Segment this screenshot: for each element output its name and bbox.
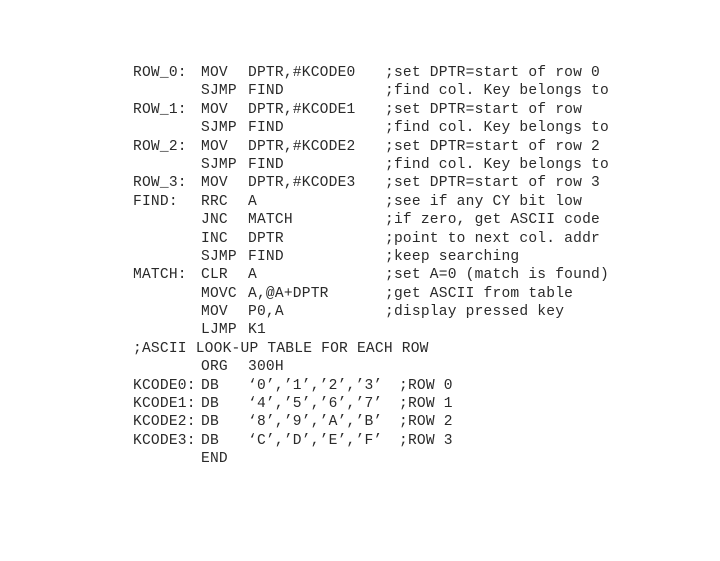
code-line xyxy=(133,119,609,137)
code-opcode: RRC xyxy=(201,193,228,210)
code-comment: ;find col. Key belongs to xyxy=(385,120,609,137)
code-comment: ;find col. Key belongs to xyxy=(385,156,609,173)
code-opcode: DB xyxy=(201,377,219,394)
code-line xyxy=(133,156,609,174)
code-opcode: JNC xyxy=(201,212,228,229)
code-opcode: SJMP xyxy=(201,156,237,173)
code-line xyxy=(133,358,284,376)
code-line xyxy=(133,138,600,156)
code-operands: DPTR,#KCODE1 xyxy=(248,101,356,118)
code-opcode: MOVC xyxy=(201,285,237,302)
code-line xyxy=(133,432,453,450)
code-line xyxy=(133,211,600,229)
code-line xyxy=(133,230,600,248)
code-operands: K1 xyxy=(248,322,266,339)
code-line xyxy=(133,395,453,413)
code-comment: ;set DPTR=start of row 3 xyxy=(385,175,600,192)
code-opcode: DB xyxy=(201,396,219,413)
table-header-comment: ;ASCII LOOK-UP TABLE FOR EACH ROW xyxy=(133,340,429,357)
code-line xyxy=(133,413,453,431)
code-comment: ;see if any CY bit low xyxy=(385,193,583,210)
code-comment: ;get ASCII from table xyxy=(385,285,574,302)
code-operands: ‘4’,’5’,’6’,’7’ xyxy=(248,396,383,413)
code-comment: ;ROW 3 xyxy=(399,432,453,449)
code-label: ROW_3: xyxy=(133,175,187,192)
code-line xyxy=(133,450,228,468)
code-operands: DPTR,#KCODE2 xyxy=(248,138,356,155)
code-operands: 300H xyxy=(248,359,284,376)
code-operands: ‘0’,’1’,’2’,’3’ xyxy=(248,377,383,394)
code-opcode: SJMP xyxy=(201,248,237,265)
code-opcode: MOV xyxy=(201,304,228,321)
code-comment: ;keep searching xyxy=(385,248,520,265)
code-opcode: MOV xyxy=(201,175,228,192)
code-opcode: MOV xyxy=(201,101,228,118)
code-opcode: DB xyxy=(201,432,219,449)
code-operands: ‘8’,’9’,’A’,’B’ xyxy=(248,414,383,431)
code-line xyxy=(133,285,574,303)
code-line xyxy=(133,377,453,395)
code-opcode: ORG xyxy=(201,359,228,376)
code-operands: DPTR,#KCODE3 xyxy=(248,175,356,192)
code-comment: ;ROW 2 xyxy=(399,414,453,431)
code-opcode: END xyxy=(201,451,228,468)
code-label: FIND: xyxy=(133,193,178,210)
code-operands: DPTR xyxy=(248,230,284,247)
code-comment: ;set DPTR=start of row xyxy=(385,101,583,118)
code-opcode: MOV xyxy=(201,65,228,81)
code-line xyxy=(133,174,600,192)
code-operands: ‘C’,’D’,’E’,’F’ xyxy=(248,432,383,449)
code-label: ROW_1: xyxy=(133,101,187,118)
code-operands: DPTR,#KCODE0 xyxy=(248,65,356,81)
code-operands: P0,A xyxy=(248,304,284,321)
code-opcode: LJMP xyxy=(201,322,237,339)
code-opcode: CLR xyxy=(201,267,228,284)
code-operands: MATCH xyxy=(248,212,293,229)
code-comment: ;ROW 1 xyxy=(399,396,453,413)
code-line xyxy=(133,303,565,321)
code-comment: ;set A=0 (match is found) xyxy=(385,267,609,284)
code-label: ROW_0: xyxy=(133,65,187,81)
code-label: KCODE3: xyxy=(133,432,196,449)
code-line xyxy=(133,193,583,211)
code-label: MATCH: xyxy=(133,267,187,284)
code-opcode: SJMP xyxy=(201,83,237,100)
assembly-code-listing xyxy=(133,64,609,469)
code-comment: ;if zero, get ASCII code xyxy=(385,212,600,229)
code-comment: ;ROW 0 xyxy=(399,377,453,394)
code-label: KCODE0: xyxy=(133,377,196,394)
code-comment: ;find col. Key belongs to xyxy=(385,83,609,100)
code-line xyxy=(133,82,609,100)
code-comment: ;point to next col. addr xyxy=(385,230,600,247)
code-label: KCODE1: xyxy=(133,396,196,413)
code-comment: ;set DPTR=start of row 2 xyxy=(385,138,600,155)
code-operands: FIND xyxy=(248,120,284,137)
code-line xyxy=(133,101,583,119)
code-opcode: MOV xyxy=(201,138,228,155)
code-comment: ;display pressed key xyxy=(385,304,565,321)
code-operands: FIND xyxy=(248,83,284,100)
code-operands: A,@A+DPTR xyxy=(248,285,329,302)
code-line xyxy=(133,64,600,82)
code-operands: FIND xyxy=(248,248,284,265)
code-line xyxy=(133,248,520,266)
code-label: KCODE2: xyxy=(133,414,196,431)
code-opcode: INC xyxy=(201,230,228,247)
code-label: ROW_2: xyxy=(133,138,187,155)
code-comment-line xyxy=(133,340,429,358)
code-opcode: SJMP xyxy=(201,120,237,137)
code-opcode: DB xyxy=(201,414,219,431)
code-operands: FIND xyxy=(248,156,284,173)
code-operands: A xyxy=(248,193,257,210)
code-line xyxy=(133,321,266,339)
code-operands: A xyxy=(248,267,257,284)
code-line xyxy=(133,266,609,284)
code-comment: ;set DPTR=start of row 0 xyxy=(385,65,600,81)
